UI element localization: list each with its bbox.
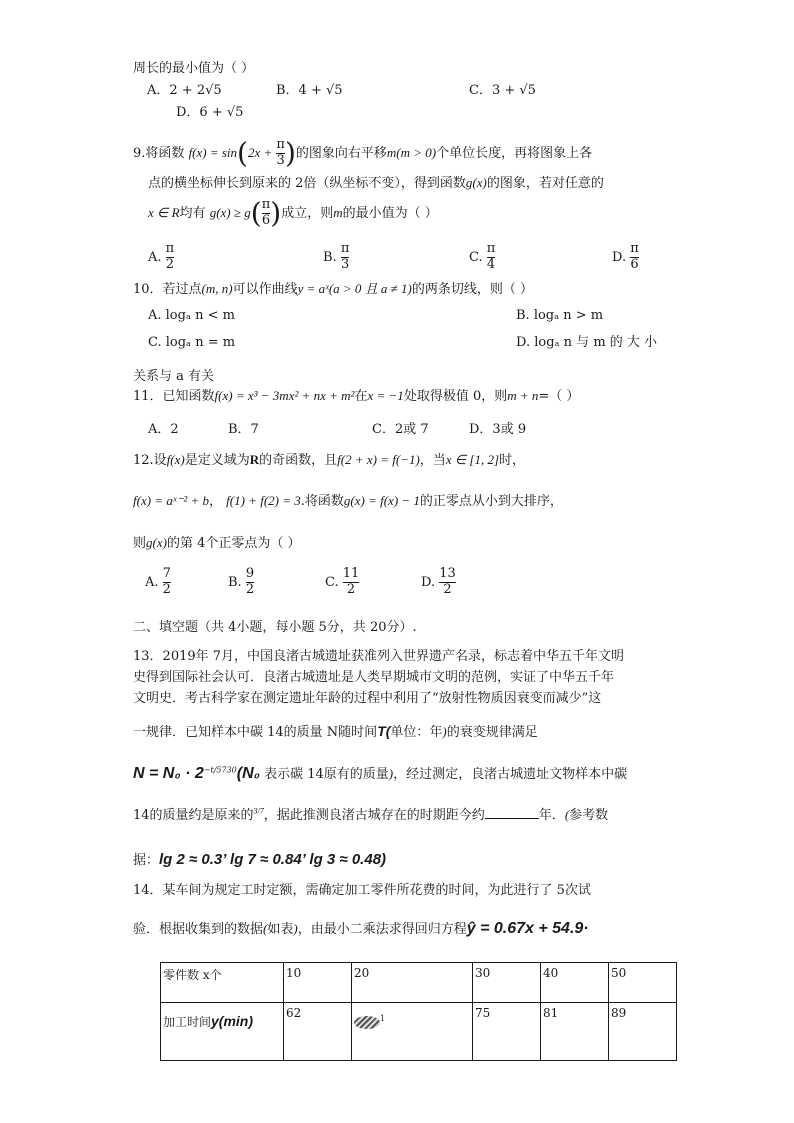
q9-option-c: C. $\frac{\pi}{4}$: [469, 241, 496, 272]
q10-option-b: B. logₐ n > m: [516, 308, 604, 323]
regression-equation: ŷ = 0.67x + 54.9·: [466, 920, 589, 937]
q9-line-1: 9.将函数 f(x) = sin(2x + $\frac{\pi}{3}$ )的图象向右平移m(m > 0)个单位长度，再将图象上各: [133, 136, 593, 170]
q9-option-a: A. $\frac{\pi}{2}$: [148, 241, 175, 272]
smudge-mark: [354, 1016, 380, 1029]
table-row: [161, 963, 677, 1003]
q11-option-c: C．2或 7: [372, 422, 429, 437]
q13-line-5: $N = N_0 \cdot 2^{-t/5730}(N_0$ 表示碳 14原有的质量)，经过测定，良渚古城遗址文物样本中碳: [133, 765, 628, 782]
q13-line-4: 一规律．已知样本中碳 14的质量 N随时间T(单位：年)的衰变规律满足: [133, 723, 538, 740]
table-cell: 75: [472, 1003, 540, 1061]
table-cell: 20: [351, 963, 472, 1003]
q12-option-a: A. $\frac{7}{2}$: [145, 566, 171, 597]
log-reference-data: lg 2 ≈ 0.3’ lg 7 ≈ 0.84’ lg 3 ≈ 0.48): [159, 851, 387, 868]
q12-line-1: 12.设f(x)是定义域为R的奇函数，且f(2 + x) = f(−1)，当x ∈ [1, 2]时，: [133, 452, 526, 468]
data-table: [160, 962, 677, 1061]
q11-option-b: B．7: [228, 422, 259, 437]
q9-option-d: D. $\frac{\pi}{6}$: [612, 241, 639, 272]
q12-line-2: f(x) = aˣ⁻² + b， f(1) + f(2) = 3.将函数g(x) = f(x) − 1的正零点从小到大排序，: [133, 493, 563, 509]
decay-exponent: −t/5730: [203, 765, 237, 775]
table-row: [161, 1003, 677, 1061]
q10-stem: 10．若过点(m, n)可以作曲线y = aˣ(a > 0 且 a ≠ 1)的两条切线，则（ ）: [133, 281, 534, 297]
q9-line-3: x ∈ R均有 g(x) ≥ g( $\frac{\pi}{6}$ )成立，则m的最小值为（ ）: [148, 196, 438, 230]
answer-blank[interactable]: [485, 806, 539, 819]
q10-option-d-continued: 关系与 a 有关: [133, 369, 215, 384]
decay-formula: N = N₀ · 2: [133, 765, 204, 782]
q13-line-6: 14的质量约是原来的$^{3/7}$，据此推测良渚古城存在的时期距今约 年．(参考数: [133, 806, 609, 823]
q9-number: 9.: [133, 145, 146, 161]
q14-line-2: 验．根据收集到的数据(如表)，由最小二乘法求得回归方程ŷ = 0.67x + 54.9·: [133, 920, 589, 937]
table-cell: 50: [608, 963, 676, 1003]
q14-line-1: 14．某车间为规定工时定额，需确定加工零件所花费的时间，为此进行了 5次试: [133, 883, 591, 898]
q13-line-1: 13．2019年 7月，中国良渚古城遗址获准列入世界遗产名录，标志着中华五千年文明: [133, 649, 625, 664]
q9-line-2: 点的横坐标伸长到原来的 2倍（纵坐标不变），得到函数g(x)的图象，若对任意的: [148, 175, 604, 191]
q9-text: 个单位长度，再将图象上各: [436, 145, 593, 161]
table-cell: 40: [540, 963, 608, 1003]
q12-line-3: 则g(x)的第 4个正零点为（ ）: [133, 535, 301, 551]
q11-option-a: A．2: [148, 422, 179, 437]
q9-argument: 2x +: [247, 144, 273, 160]
table-cell: 89: [608, 1003, 676, 1061]
q9-text: 的图象向右平移: [295, 145, 387, 161]
q8-option-a: A．2 + 2√5: [147, 83, 222, 98]
table-cell: 加工时间y(min): [161, 1003, 284, 1061]
q8-option-b: B．4 + √5: [276, 83, 343, 98]
q12-option-b: B. $\frac{9}{2}$: [228, 566, 255, 597]
table-cell: 81: [540, 1003, 608, 1061]
table-cell: 30: [472, 963, 540, 1003]
table-cell: 零件数 x个: [161, 963, 284, 1003]
q12-option-c: C. $\frac{11}{2}$: [325, 566, 360, 597]
q9-text: 将函数: [145, 145, 185, 161]
section-title: 二、填空题（共 4小题，每小题 5分，共 20分）.: [133, 620, 417, 635]
q10-option-a: A. logₐ n < m: [148, 308, 235, 323]
q8-option-c: C．3 + √5: [469, 83, 536, 98]
q9-function: f(x) = sin: [188, 144, 238, 160]
q13-line-3: 文明史．考古科学家在测定遗址年龄的过程中利用了“放射性物质因衰变而减少”这: [133, 691, 602, 706]
table-cell-smudged: 1: [351, 1003, 472, 1061]
q9-shift: m(m > 0): [386, 144, 437, 160]
q13-line-2: 史得到国际社会认可．良渚古城遗址是人类早期城市文明的范例，实证了中华五千年: [133, 670, 615, 685]
q9-fraction-pi-3: $\frac{\pi}{3}$: [276, 137, 285, 168]
q8-option-d: D．6 + √5: [176, 105, 244, 120]
q8-stem: 周长的最小值为（ ）: [133, 61, 255, 76]
q10-option-d: D. logₐ n 与 m 的 大 小: [516, 335, 658, 350]
q12-option-d: D. $\frac{13}{2}$: [421, 566, 456, 597]
table-cell: 62: [284, 1003, 352, 1061]
q9-option-b: B. $\frac{\pi}{3}$: [323, 241, 350, 272]
q10-option-c: C. logₐ n = m: [148, 335, 236, 350]
q9-fraction-pi-6: $\frac{\pi}{6}$: [261, 197, 271, 228]
q13-line-7: 据：lg 2 ≈ 0.3’ lg 7 ≈ 0.84’ lg 3 ≈ 0.48): [133, 851, 387, 868]
q11-option-d: D．3或 9: [469, 422, 527, 437]
q11-stem: 11．已知函数f(x) = x³ − 3mx² + nx + m²在x = −1处取得极值 0，则m + n=（ ）: [133, 388, 580, 404]
table-cell: 10: [284, 963, 352, 1003]
